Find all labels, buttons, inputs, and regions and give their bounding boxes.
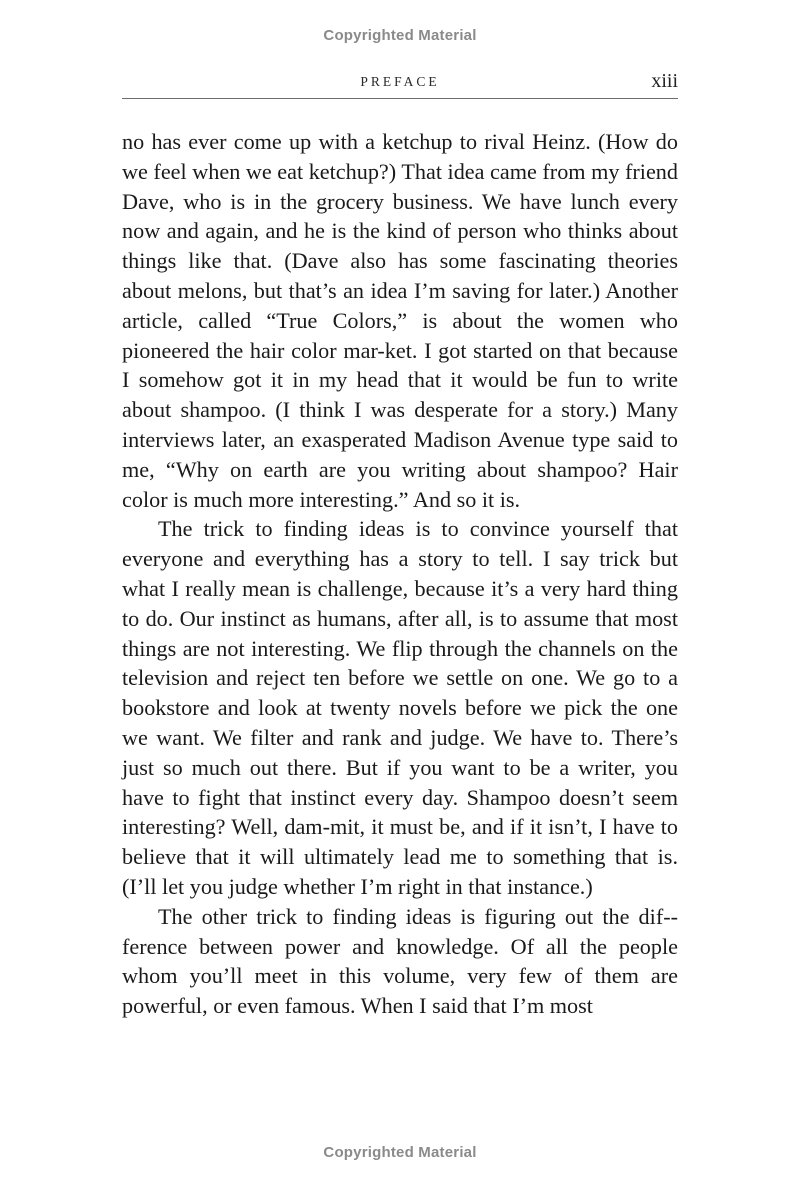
section-title: PREFACE — [360, 74, 440, 89]
running-header — [122, 72, 678, 99]
paragraph-power-knowledge: The other trick to finding ideas is figuring out the dif-ference between power and knowledge. Of all the people whom you’ll meet in this volume, very few of them are powerful, or even famous. When I said that I’m most — [122, 903, 678, 1019]
copyright-watermark-bottom: Copyrighted Material — [323, 1144, 477, 1161]
paragraph-finding-ideas: The trick to finding ideas is to convince yourself that everyone and everything has a story to tell. I say trick but what I really mean is challenge, because it’s a very hard thing to do. Our instinct as humans, after all, is to assume that most things are not interesting. We flip through the channels on the television and reject ten before we settle on one. We go to a bookstore and look at twenty novels before we pick the one we want. We filter and rank and judge. We have to. There’s just so much out there. But if you want to be a writer, you have to fight that instinct every day. Shampoo doesn’t seem interesting? Well, dam-mit, it must be, and if it isn’t, I have to believe that it will ultimately lead me to something that is. (I’ll let you judge whether I’m right in that instance.) — [122, 516, 678, 899]
paragraph-continued: no has ever come up with a ketchup to rival Heinz. (How do we feel when we eat ketchup?) That idea came from my friend Dave, who is in the grocery business. We have lunch every now and again, and he is the kind of person who thinks about things like that. (Dave also has some fascinating theories about melons, but that’s an idea I’m saving for later.) Another article, called “True Colors,” is about the women who pioneered the hair color mar-ket. I got started on that because I somehow got it in my head that it would be fun to write about shampoo. (I think I was desperate for a story.) Many interviews later, an exasperated Madison Avenue type said to me, “Why on earth are you writing about shampoo? Hair color is much more interesting.” And so it is. — [122, 129, 678, 512]
page-body — [122, 127, 678, 1021]
page-number: xiii — [651, 70, 678, 92]
copyright-watermark-top: Copyrighted Material — [323, 27, 477, 44]
